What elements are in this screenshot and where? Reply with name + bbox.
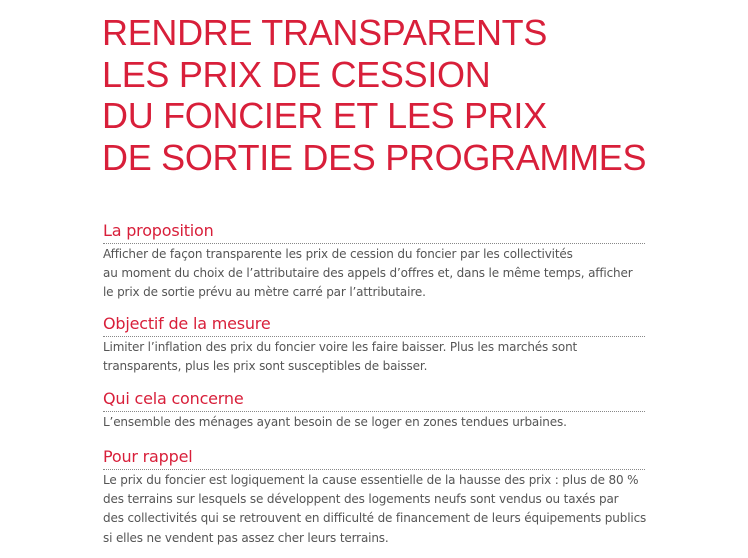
body-line: transparents, plus les prix sont susceptibles de baisser. bbox=[103, 359, 428, 374]
body-line: le prix de sortie prévu au mètre carré par l’attributaire. bbox=[103, 285, 426, 300]
section-heading: La proposition bbox=[103, 221, 645, 244]
section-concerne bbox=[103, 389, 645, 432]
section-proposition bbox=[103, 221, 645, 303]
section-body bbox=[103, 338, 645, 376]
section-body bbox=[103, 245, 645, 303]
body-line: des terrains sur lesquels se développent des logements neufs sont vendus ou taxés par bbox=[103, 492, 619, 507]
section-objectif bbox=[103, 314, 645, 376]
section-body bbox=[103, 413, 645, 432]
section-heading: Objectif de la mesure bbox=[103, 314, 645, 337]
section-heading: Pour rappel bbox=[103, 447, 645, 470]
body-line: des collectivités qui se retrouvent en difficulté de financement de leurs équipements publics bbox=[103, 511, 647, 526]
title-line: DU FONCIER ET LES PRIX bbox=[102, 95, 547, 136]
body-line: Limiter l’inflation des prix du foncier voire les faire baisser. Plus les marchés sont bbox=[103, 340, 578, 354]
body-line: si elles ne vendent pas assez cher leurs terrains. bbox=[103, 530, 389, 545]
section-rappel bbox=[103, 447, 645, 548]
page-title bbox=[102, 12, 646, 178]
body-line: Afficher de façon transparente les prix de cession du foncier par les collectivités bbox=[103, 247, 573, 261]
section-heading: Qui cela concerne bbox=[103, 389, 645, 412]
body-line: Le prix du foncier est logiquement la cause essentielle de la hausse des prix : plus de 80 % bbox=[103, 473, 639, 487]
title-line: DE SORTIE DES PROGRAMMES bbox=[102, 136, 647, 178]
title-line: LES PRIX DE CESSION bbox=[102, 53, 491, 95]
section-body bbox=[103, 471, 645, 548]
body-line: L’ensemble des ménages ayant besoin de se loger en zones tendues urbaines. bbox=[103, 415, 567, 429]
title-line: RENDRE TRANSPARENTS bbox=[102, 12, 548, 53]
body-line: au moment du choix de l’attributaire des appels d’offres et, dans le même temps, afficher bbox=[103, 266, 633, 281]
